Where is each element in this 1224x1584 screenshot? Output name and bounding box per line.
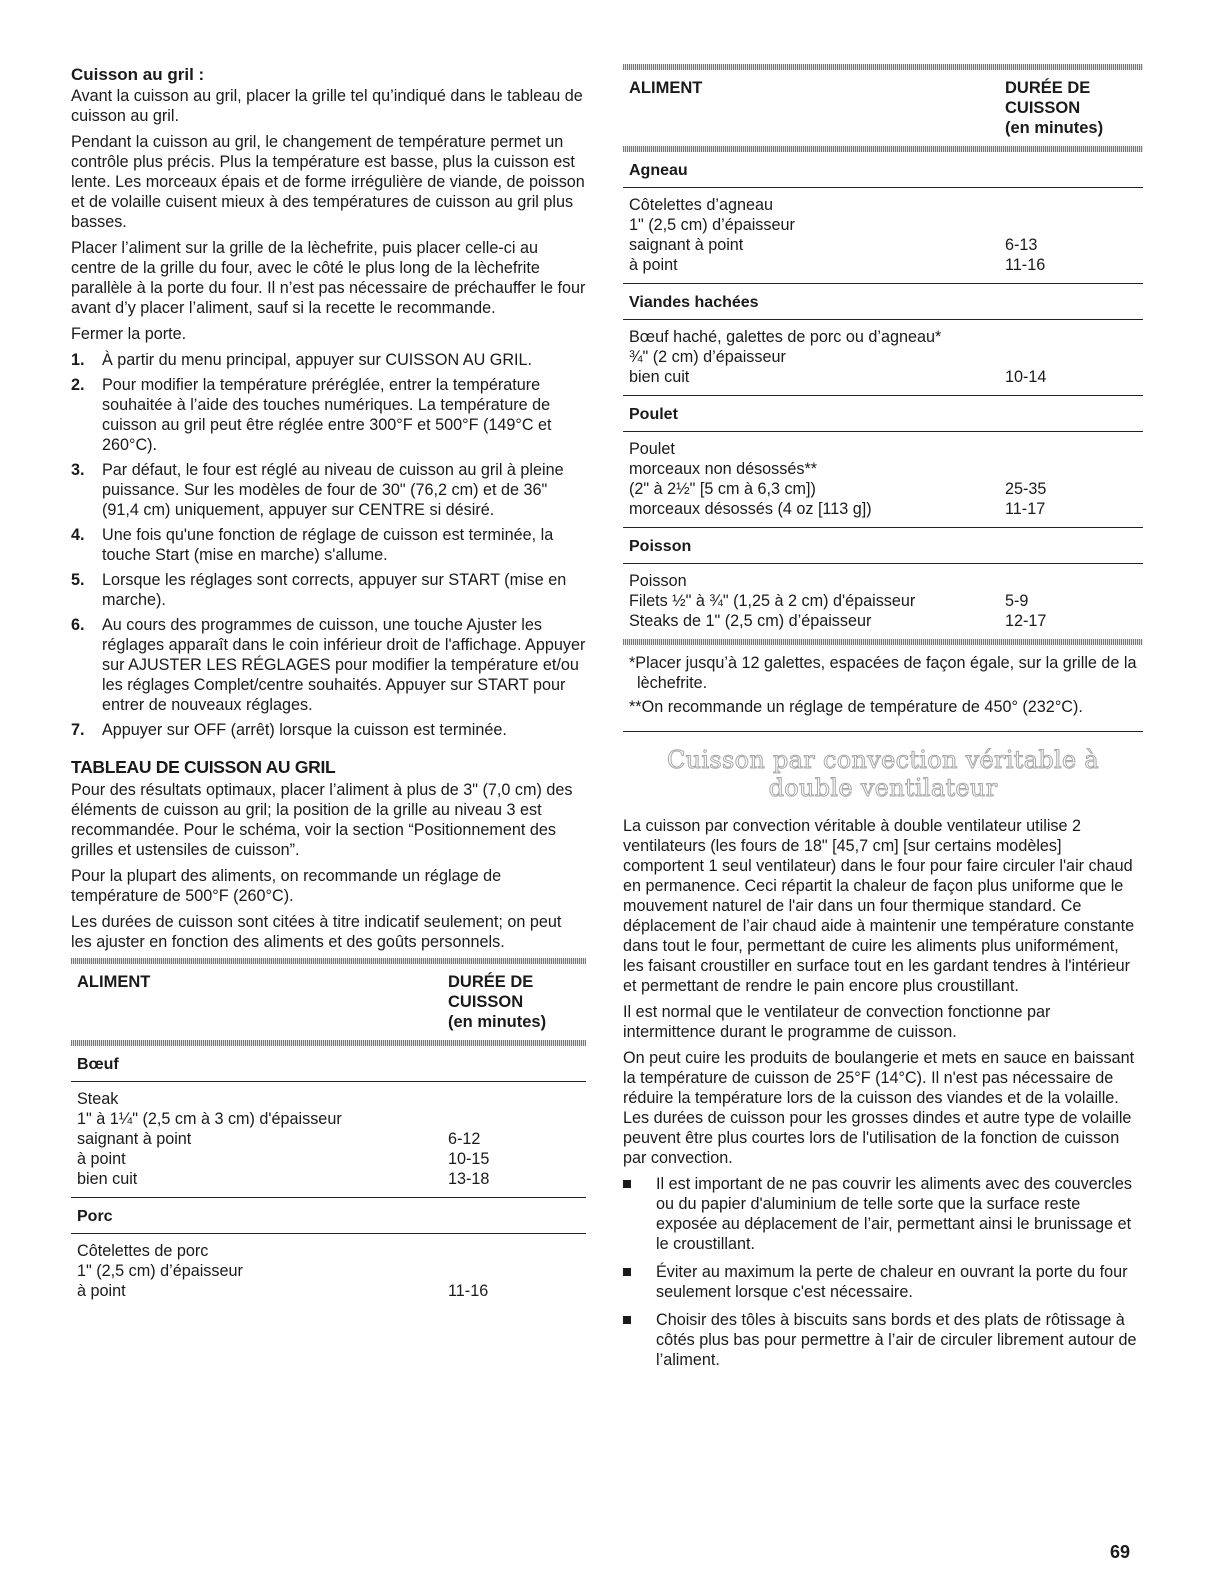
- convection-bullets: [623, 1174, 1143, 1370]
- intro-paragraph: Placer l’aliment sur la grille de la lèchefrite, puis placer celle-ci au centre de la grille du four, avec le côté le plus long de la lèchefrite parallèle à la porte du four. Il n’est pas nécessaire de préchauffer le four avant d’y placer l’aliment, sauf si la recette le recommande.: [71, 239, 586, 317]
- table-section-heading: TABLEAU DE CUISSON AU GRIL: [71, 757, 336, 777]
- step-text: À partir du menu principal, appuyer sur CUISSON AU GRIL.: [102, 351, 533, 369]
- table-row: [77, 1241, 586, 1261]
- row-label: Steaks de 1" (2,5 cm) d’épaisseur: [629, 612, 872, 630]
- step-text: Pour modifier la température préréglée, entrer la température souhaitée à l’aide des touches numériques. La température de cuisson au gril peut être réglée entre 300°F et 500°F (149°C et 260°C).: [102, 376, 552, 454]
- row-value: 11-17: [1005, 500, 1046, 518]
- row-label: 1" (2,5 cm) d’épaisseur: [77, 1262, 243, 1280]
- table-header-row: [623, 70, 1143, 146]
- table-row: [629, 611, 1143, 631]
- row-label: bien cuit: [629, 368, 690, 386]
- table-row: [77, 1129, 586, 1149]
- column-header-food: ALIMENT: [77, 973, 151, 991]
- step-text: Une fois qu'une fonction de réglage de cuisson est terminée, la touche Start (mise en marche) s'allume.: [102, 526, 554, 564]
- row-label: bien cuit: [77, 1170, 138, 1188]
- step-item: [71, 525, 586, 565]
- table-group-body: [623, 188, 1143, 283]
- table-row: [629, 235, 1143, 255]
- row-value: [448, 1089, 586, 1109]
- table-group-body: [71, 1082, 586, 1197]
- table-row: [629, 571, 1143, 591]
- row-value: 11-16: [1005, 256, 1046, 274]
- steps-list: [71, 350, 586, 740]
- table-row: [629, 327, 1143, 347]
- table-group-body: [623, 432, 1143, 527]
- table-group-body: [623, 564, 1143, 639]
- grill-heading: Cuisson au gril :: [71, 65, 205, 84]
- step-number: 7.: [71, 721, 85, 739]
- column-header-time-line: (en minutes): [448, 1013, 547, 1031]
- row-value: [448, 1241, 586, 1261]
- row-label: à point: [77, 1282, 126, 1300]
- step-text: Au cours des programmes de cuisson, une touche Ajuster les réglages apparaît dans le coin inférieur droit de l'affichage. Appuyer sur AJUSTER LES RÉGLAGES pour modifier la température et/ou les réglages Complet/centre souhaités. Appuyer sur START pour entrer de nouveaux réglages.: [102, 616, 586, 714]
- step-text: Lorsque les réglages sont corrects, appuyer sur START (mise en marche).: [102, 571, 567, 609]
- table-row: [629, 255, 1143, 275]
- table-intro-paragraph: Les durées de cuisson sont citées à titre indicatif seulement; on peut les ajuster en fonction des aliments et des goûts personnels.: [71, 913, 562, 951]
- row-value: 6-12: [448, 1130, 481, 1148]
- table-row: [629, 591, 1143, 611]
- table-group-label: Poulet: [623, 396, 1143, 432]
- table-row: [77, 1089, 586, 1109]
- row-label: Côtelettes de porc: [77, 1242, 209, 1260]
- table-row: [77, 1109, 586, 1129]
- row-value: 10-15: [448, 1150, 490, 1168]
- row-value: [1005, 459, 1143, 479]
- convection-section-title: Cuisson par convection véritable à double ventilateur: [666, 746, 1100, 802]
- step-item: [71, 720, 586, 740]
- step-item: [71, 570, 586, 610]
- row-value: 10-14: [1005, 368, 1047, 386]
- table-row: [77, 1281, 586, 1301]
- row-label: morceaux non désossés**: [629, 460, 818, 478]
- row-value: [1005, 571, 1143, 591]
- grill-table-left: [71, 958, 586, 1309]
- column-header-time-line: CUISSON: [448, 993, 524, 1011]
- table-group-label: Porc: [71, 1198, 586, 1234]
- row-label: Poulet: [629, 440, 675, 458]
- row-label: à point: [77, 1150, 126, 1168]
- intro-paragraph: Pendant la cuisson au gril, le changement de température permet un contrôle plus précis. Plus la température est basse, plus la cuisson est lente. Les morceaux épais et de forme irrégulière de viande, de poisson et de volaille cuisent mieux à des températures de cuisson au gril plus basses.: [71, 133, 585, 231]
- table-row: [629, 439, 1143, 459]
- row-label: 1" à 1¼" (2,5 cm à 3 cm) d'épaisseur: [77, 1110, 342, 1128]
- table-row: [77, 1149, 586, 1169]
- row-value: [1005, 347, 1143, 367]
- step-number: 3.: [71, 461, 85, 479]
- row-value: 5-9: [1005, 592, 1029, 610]
- step-item: [71, 375, 586, 455]
- row-label: 1" (2,5 cm) d’épaisseur: [629, 216, 795, 234]
- intro-paragraph: Fermer la porte.: [71, 325, 187, 343]
- step-number: 4.: [71, 526, 85, 544]
- row-value: 11-16: [448, 1282, 489, 1300]
- table-intro-paragraph: Pour la plupart des aliments, on recommande un réglage de température de 500°F (260°C).: [71, 867, 502, 905]
- row-label: saignant à point: [629, 236, 744, 254]
- column-header-time: [448, 972, 586, 1032]
- table-intro-paragraph: Pour des résultats optimaux, placer l’aliment à plus de 3" (7,0 cm) des éléments de cuisson au gril; la position de la grille au niveau 3 est recommandée. Pour le schéma, voir la section “Positionnement des grilles et ustensiles de cuisson”.: [71, 781, 573, 859]
- step-number: 2.: [71, 376, 85, 394]
- table-group-body: [623, 320, 1143, 395]
- step-number: 1.: [71, 351, 85, 369]
- row-value: [1005, 215, 1143, 235]
- table-row: [629, 347, 1143, 367]
- row-value: 25-35: [1005, 480, 1047, 498]
- row-label: (2" à 2½" [5 cm à 6,3 cm]): [629, 480, 816, 498]
- left-column: [71, 64, 586, 1309]
- table-row: [629, 479, 1143, 499]
- footnote: **On recommande un réglage de température de 450° (232°C).: [629, 698, 1083, 716]
- step-item: [71, 460, 586, 520]
- table-row: [629, 459, 1143, 479]
- table-row: [629, 367, 1143, 387]
- row-value: [1005, 195, 1143, 215]
- page-number: 69: [1110, 1542, 1131, 1562]
- table-group-label: Agneau: [623, 152, 1143, 188]
- row-label: saignant à point: [77, 1130, 192, 1148]
- bullet-item: Il est important de ne pas couvrir les aliments avec des couvercles ou du papier d'aluminium de telle sorte que la surface reste exposée au déplacement de l’air, permettant ainsi le brunissage et le croustillant.: [623, 1174, 1143, 1254]
- column-header-time: [1005, 78, 1143, 138]
- row-label: Steak: [77, 1090, 119, 1108]
- convection-paragraph: On peut cuire les produits de boulangerie et mets en sauce en baissant la température de cuisson de 25°F (14°C). Il n'est pas nécessaire de réduire la température lors de la cuisson des viandes et de la volaille. Les durées de cuisson pour les grosses dindes et autre type de volaille peuvent être plus courtes lors de l'utilisation de la fonction de cuisson par convection.: [623, 1049, 1135, 1167]
- step-item: [71, 615, 586, 715]
- grill-table-right: [623, 64, 1143, 732]
- column-header-time-line: DURÉE DE: [1005, 79, 1091, 97]
- table-row: [77, 1261, 586, 1281]
- footnote: *Placer jusqu’à 12 galettes, espacées de façon égale, sur la grille de la lèchefrite.: [629, 654, 1137, 692]
- step-text: Par défaut, le four est réglé au niveau de cuisson au gril à pleine puissance. Sur les modèles de four de 30" (76,2 cm) et de 36" (91,4 cm) uniquement, appuyer sur CENTRE si désiré.: [102, 461, 564, 519]
- row-label: Filets ½" à ¾" (1,25 à 2 cm) d'épaisseur: [629, 592, 916, 610]
- table-row: [629, 499, 1143, 519]
- table-header-row: [71, 964, 586, 1040]
- table-group-body: [71, 1234, 586, 1309]
- intro-paragraph: Avant la cuisson au gril, placer la grille tel qu’indiqué dans le tableau de cuisson au gril.: [71, 87, 583, 125]
- row-label: ¾" (2 cm) d’épaisseur: [629, 348, 786, 366]
- table-group-label: Bœuf: [71, 1046, 586, 1082]
- right-column: [623, 64, 1143, 1378]
- table-row: [629, 215, 1143, 235]
- row-value: [448, 1261, 586, 1281]
- row-label: morceaux désossés (4 oz [113 g]): [629, 500, 872, 518]
- column-header-food: ALIMENT: [629, 79, 703, 97]
- step-number: 5.: [71, 571, 85, 589]
- step-number: 6.: [71, 616, 85, 634]
- convection-paragraph: Il est normal que le ventilateur de convection fonctionne par intermittence durant le programme de cuisson.: [623, 1003, 1051, 1041]
- column-header-time-line: CUISSON: [1005, 99, 1081, 117]
- table-row: [629, 195, 1143, 215]
- row-value: 12-17: [1005, 612, 1047, 630]
- row-label: Bœuf haché, galettes de porc ou d’agneau*: [629, 328, 942, 346]
- table-row: [77, 1169, 586, 1189]
- row-value: [1005, 439, 1143, 459]
- column-header-time-line: DURÉE DE: [448, 973, 534, 991]
- row-label: Poisson: [629, 572, 687, 590]
- row-value: 6-13: [1005, 236, 1038, 254]
- table-group-label: Poisson: [623, 528, 1143, 564]
- table-footnotes: [623, 645, 1143, 732]
- row-value: 13-18: [448, 1170, 490, 1188]
- bullet-item: Choisir des tôles à biscuits sans bords et des plats de rôtissage à côtés plus bas pour permettre à l’air de circuler librement autour de l’aliment.: [623, 1310, 1143, 1370]
- row-label: Côtelettes d’agneau: [629, 196, 773, 214]
- convection-paragraph: La cuisson par convection véritable à double ventilateur utilise 2 ventilateurs (les fours de 18" [45,7 cm] [sur certains modèles] comportent 1 seul ventilateur) dans le four pour faire circuler l'air chaud en permanence. Ceci répartit la chaleur de façon plus uniforme que le mouvement naturel de l'air dans un four thermique standard. Ce déplacement de l’air chaud aide à maintenir une température constante dans tout le four, permettant de cuire les aliments plus uniformément, les faisant croustiller en surface tout en les gardant tendres à l'intérieur et permettant de rendre le pain encore plus croustillant.: [623, 817, 1135, 995]
- step-item: [71, 350, 586, 370]
- step-text: Appuyer sur OFF (arrêt) lorsque la cuisson est terminée.: [102, 721, 507, 739]
- row-value: [1005, 327, 1143, 347]
- row-value: [448, 1109, 586, 1129]
- row-label: à point: [629, 256, 678, 274]
- column-header-time-line: (en minutes): [1005, 119, 1104, 137]
- table-group-label: Viandes hachées: [623, 284, 1143, 320]
- bullet-item: Éviter au maximum la perte de chaleur en ouvrant la porte du four seulement lorsque c'est nécessaire.: [623, 1262, 1143, 1302]
